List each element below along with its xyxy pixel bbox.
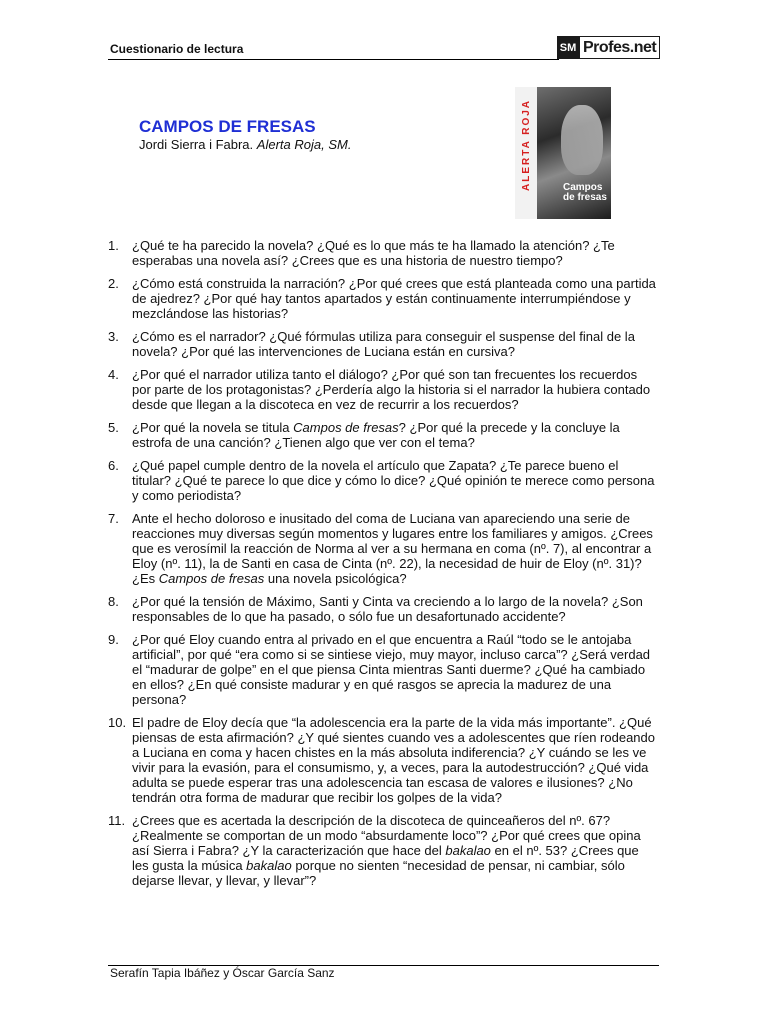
book-subtitle (139, 137, 351, 152)
question-text (132, 329, 658, 359)
book-title: CAMPOS DE FRESAS (139, 117, 316, 136)
question-list (108, 238, 658, 896)
question-text-segment: porque no sienten “necesidad de pensar, ni cambiar, sólo dejarse llevar, y llevar, y llevar”? (132, 858, 625, 888)
book-publisher: Alerta Roja, SM. (256, 137, 352, 152)
question-number: 3. (108, 329, 119, 344)
question-text (132, 367, 658, 412)
question-text-segment: ¿Cómo es el narrador? ¿Qué fórmulas utiliza para conseguir el suspense del final de la novela? ¿Por qué las intervenciones de Luciana están en cursiva? (132, 329, 635, 359)
book-cover-image (515, 87, 611, 219)
question-text-segment: ¿Cómo está construida la narración? ¿Por qué crees que está planteada como una partida de ajedrez? ¿Por qué hay tantos apartados y están continuamente interrumpiéndose y mezclándose las historias? (132, 276, 656, 321)
question-item (108, 420, 658, 450)
question-number: 5. (108, 420, 119, 435)
question-item (108, 594, 658, 624)
question-text-segment: ¿Por qué el narrador utiliza tanto el diálogo? ¿Por qué son tan frecuentes los recuerdos por parte de los protagonistas? ¿Perdería algo la historia si el narrador la hubiera contado desde que llegan a la discoteca en vez de recurrir a los recuerdos? (132, 367, 651, 412)
cover-book-title (563, 183, 607, 203)
question-italic-title: Campos de fresas (158, 571, 265, 586)
header-rule (108, 59, 559, 60)
cover-title-line: de fresas (563, 192, 607, 203)
question-text-segment: ¿Crees que es acertada la descripción de la discoteca de quinceañeros del nº. 67? ¿Realmente se comportan de un modo “absurdamente loco”? ¿Por qué crees que opina así Sierra i Fabra? ¿Y la caracterización que hace del (132, 813, 641, 858)
question-text-segment: ¿Qué te ha parecido la novela? ¿Qué es lo que más te ha llamado la atención? ¿Te esperabas una novela así? ¿Crees que es una historia de nuestro tiempo? (132, 238, 615, 268)
question-text-segment: Ante el hecho doloroso e inusitado del coma de Luciana van apareciendo una serie de reacciones muy diversas según momentos y lugares entre los familiares y amigos. ¿Crees que es verosímil la reacción de Norma al ver a su hermana en coma (nº. 7), al encontrar a Eloy (nº. 11), la de Santi en casa de Cinta (nº. 22), la necesidad de huir de Eloy (nº. 31)? ¿Es (132, 511, 653, 586)
question-item (108, 632, 658, 707)
question-italic-title: bakalao (445, 843, 491, 858)
question-number: 4. (108, 367, 119, 382)
profes-net-logo[interactable] (557, 36, 660, 59)
question-text-segment: en el nº. 53? ¿Crees que les gusta la música (132, 843, 639, 873)
question-number: 1. (108, 238, 119, 253)
question-text (132, 276, 658, 321)
question-text (132, 420, 658, 450)
question-text (132, 715, 658, 805)
question-item (108, 367, 658, 412)
question-text-segment: ¿Qué papel cumple dentro de la novela el artículo que Zapata? ¿Te parece bueno el titular? ¿Qué te parece lo que dice y cómo lo dice? ¿Qué opinión te merece como persona y como periodista? (132, 458, 655, 503)
question-text (132, 813, 658, 888)
cover-series-label: ALERTA ROJA (521, 99, 532, 191)
question-number: 11. (108, 813, 126, 828)
question-text-segment: ? ¿Por qué la precede y la concluye la estrofa de una canción? ¿Tienen algo que ver con el tema? (132, 420, 620, 450)
question-number: 8. (108, 594, 119, 609)
cover-title-line: Campos (563, 182, 603, 193)
question-text (132, 238, 658, 268)
question-number: 7. (108, 511, 119, 526)
question-item (108, 329, 658, 359)
question-number: 9. (108, 632, 119, 647)
question-text (132, 511, 658, 586)
question-number: 6. (108, 458, 119, 473)
footer-authors: Serafín Tapia Ibáñez y Óscar García Sanz (110, 966, 335, 980)
question-italic-title: bakalao (246, 858, 292, 873)
question-text (132, 458, 658, 503)
question-text-segment: una novela psicológica? (264, 571, 407, 586)
logo-text: Profes.net (579, 36, 660, 59)
cover-face (561, 105, 603, 175)
question-text (132, 594, 658, 624)
question-number: 10. (108, 715, 127, 730)
question-item (108, 458, 658, 503)
question-item (108, 813, 658, 888)
question-text (132, 632, 658, 707)
question-item (108, 238, 658, 268)
question-item (108, 715, 658, 805)
book-author: Jordi Sierra i Fabra. (139, 137, 254, 152)
logo-sm-badge: SM (557, 36, 579, 59)
question-text-segment: ¿Por qué la tensión de Máximo, Santi y Cinta va creciendo a lo largo de la novela? ¿Son responsables de lo que ha pasado, o sólo fue un desafortunado accidente? (132, 594, 643, 624)
question-text-segment: ¿Por qué Eloy cuando entra al privado en el que encuentra a Raúl “todo se le antojaba artificial”, por qué “era como si se sintiese viejo, muy mayor, incluso carca”? ¿Será verdad el “madurar de golpe” en el que piensa Cinta mientras Santi duerme? ¿Qué ha cambiado en ellos? ¿En qué consiste madurar y en qué rasgos se aprecia la madurez de una persona? (132, 632, 651, 707)
question-text-segment: El padre de Eloy decía que “la adolescencia era la parte de la vida más importante”. ¿Qué piensas de esta afirmación? ¿Y qué sientes cuando ves a adolescentes que ríen rodeando a Luciana en coma y hacen chistes en la más absoluta indiferencia? ¿Y cuándo se les ve vivir para la evasión, para el consumismo, y, a veces, para la autodestrucción? ¿Qué vida adulta se puede esperar tras una adolescencia tan escasa de valores e ilusiones? ¿No tendrán otra forma de madurar que recibir los golpes de la vida? (132, 715, 655, 805)
question-italic-title: Campos de fresas (293, 420, 399, 435)
question-item (108, 276, 658, 321)
question-item (108, 511, 658, 586)
question-text-segment: ¿Por qué la novela se titula (132, 420, 294, 435)
question-number: 2. (108, 276, 119, 291)
header-title: Cuestionario de lectura (110, 42, 244, 56)
